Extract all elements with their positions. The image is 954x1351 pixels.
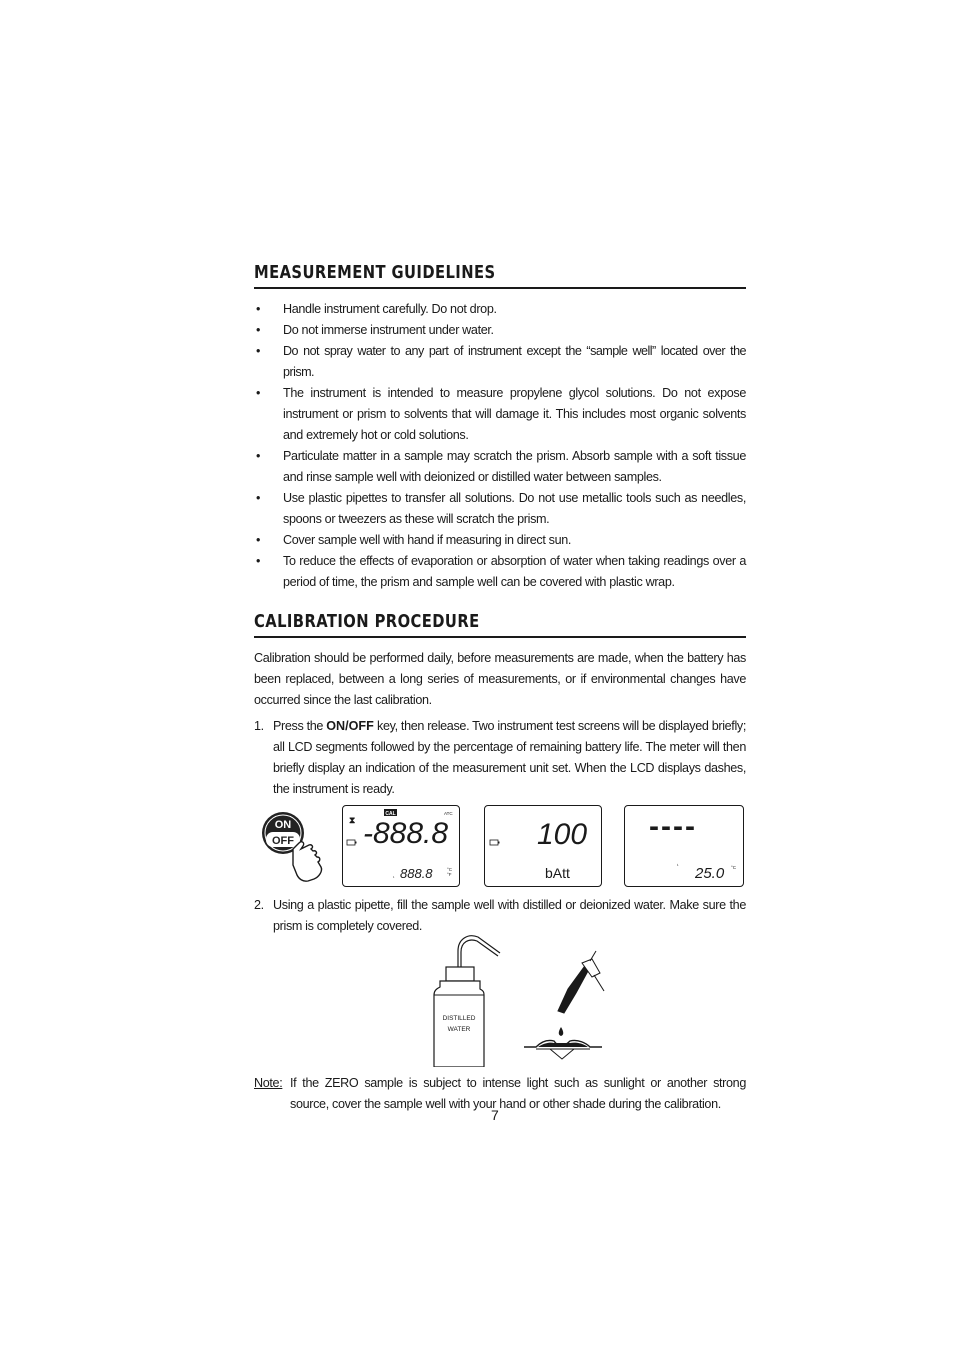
lcd-ready-screen [624, 805, 744, 887]
unit-fahrenheit-label: °F [447, 872, 452, 877]
sample-fill-figure [254, 937, 746, 1073]
calibration-intro: Calibration should be performed daily, before measurements are made, when the battery has been replaced, between a long series of measurements, or if environmental changes have occurred since the last calibration. [254, 651, 746, 707]
on-off-key-press-icon [261, 809, 341, 889]
bullet-icon: • [256, 491, 261, 505]
list-item: • The instrument is intended to measure propylene glycol solutions. Do not expose instrument or prism to solvents that will damage it. This includes most organic solvents and extremely hot or cold solutions. [254, 383, 746, 446]
bullet-icon: • [256, 554, 261, 568]
lcd-battery-screen [484, 805, 602, 887]
bullet-icon: • [256, 302, 261, 316]
list-item: • Cover sample well with hand if measuring in direct sun. [254, 530, 746, 551]
measurement-guidelines-title: MEASUREMENT GUIDELINES [254, 262, 496, 283]
lcd-sequence-figure [254, 805, 746, 891]
calibration-note: Note: If the ZERO sample is subject to intense light such as sunlight or another strong source, cover the sample well with your hand or other shade during the calibration. [254, 1073, 746, 1115]
list-item: • Particulate matter in a sample may scratch the prism. Absorb sample with a soft tissue and rinse sample well with deionized or distilled water between samples. [254, 446, 746, 488]
lcd-main-reading: 100 [537, 818, 588, 851]
lcd-sub-reading: 888.8 [400, 866, 433, 881]
list-item: • Use plastic pipettes to transfer all solutions. Do not use metallic tools such as needles, spoons or tweezers as these will scratch the prism. [254, 488, 746, 530]
cal-indicator: CAL [385, 811, 396, 817]
page-number: 7 [491, 1107, 499, 1123]
step-number: 2. [254, 898, 264, 912]
bullet-icon: • [256, 323, 261, 337]
step-number: 1. [254, 719, 264, 733]
calibration-procedure-title: CALIBRATION PROCEDURE [254, 611, 480, 632]
lcd-main-reading: -888.8 [363, 817, 449, 850]
battery-icon [490, 840, 498, 845]
bullet-icon: • [256, 533, 261, 547]
on-label: ON [274, 819, 292, 831]
lcd-sub-reading: 25.0 [695, 865, 725, 882]
bullet-icon: • [256, 449, 261, 463]
lcd-all-segments [342, 805, 460, 887]
list-item: • Do not immerse instrument under water. [254, 320, 746, 341]
on-off-key-label: ON/OFF [326, 719, 374, 733]
list-item: • Handle instrument carefully. Do not drop. [254, 299, 746, 320]
wash-bottle-and-pipette-illustration [424, 931, 624, 1067]
hourglass-icon: ⧗ [349, 815, 356, 825]
svg-text:¹: ¹ [677, 863, 679, 868]
lcd-main-reading: ---- [649, 810, 697, 843]
lcd-sub-reading: bAtt [545, 865, 570, 881]
atc-indicator: ATC [444, 811, 453, 816]
list-item: • To reduce the effects of evaporation or absorption of water when taking readings over a period of time, the prism and sample well can be covered with plastic wrap. [254, 551, 746, 593]
bullet-icon: • [256, 386, 261, 400]
unit-celsius-label: °C [731, 865, 737, 870]
off-label: OFF [272, 835, 294, 847]
svg-text:¹: ¹ [393, 875, 395, 880]
calibration-step-2: 2. Using a plastic pipette, fill the sample well with distilled or deionized water. Make sure the prism is completely covered. [254, 895, 746, 937]
unit-celsius-label: °C [447, 867, 453, 872]
manual-page [254, 262, 746, 1115]
note-label: Note: [254, 1076, 283, 1090]
title-rule [254, 287, 746, 289]
calibration-step-1: 1. Press the ON/OFF key, then release. Two instrument test screens will be displayed briefly; all LCD segments followed by the percentage of remaining battery life. The meter will then briefly display an indication of the measurement unit set. When the LCD displays dashes, the instrument is ready. [254, 716, 746, 800]
bottle-label-line1: DISTILLED [442, 1015, 476, 1022]
bullet-icon: • [256, 344, 261, 358]
bottle-label-line2: WATER [447, 1026, 471, 1033]
title-rule [254, 636, 746, 638]
list-item: • Do not spray water to any part of instrument except the “sample well” located over the prism. [254, 341, 746, 383]
guidelines-list [254, 299, 746, 593]
